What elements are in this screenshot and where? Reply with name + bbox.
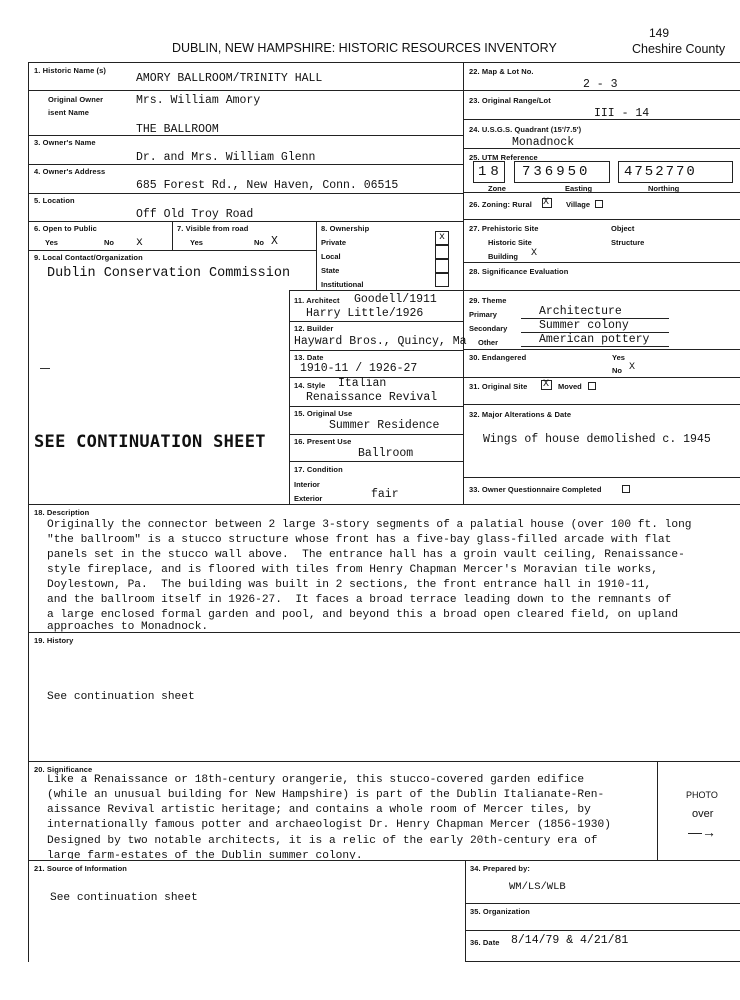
other-label: Other [478, 338, 499, 347]
significance-line-2: (while an unusual building for New Hampshire) is part of the Dublin Italianate-Ren- [47, 789, 605, 801]
range-lot-value: III - 14 [594, 107, 650, 120]
primary-theme-value: Architecture [539, 305, 622, 318]
zoning-rural-checkbox[interactable] [542, 198, 552, 208]
prepared-by-label: 34. Prepared by: [470, 864, 530, 873]
rule-right-10 [463, 404, 740, 405]
building-option: Building [488, 252, 518, 261]
prepared-date-value: 8/14/79 & 4/21/81 [511, 934, 629, 947]
rule-desc-top [28, 504, 740, 505]
ownership-label: 8. Ownership [321, 224, 370, 233]
owner-address-value: 685 Forest Rd., New Haven, Conn. 06515 [136, 179, 399, 192]
other-underline [521, 346, 669, 347]
ownership-state-checkbox[interactable] [435, 259, 449, 273]
location-value: Off Old Troy Road [136, 208, 254, 221]
description-line-1: Originally the connector between 2 large 3-story segments of a palatial house (over 100 ft. long [47, 519, 692, 531]
utm-zone: 18 [478, 164, 503, 180]
ownership-local: Local [321, 252, 341, 261]
organization-label: 35. Organization [470, 907, 530, 916]
history-label: 19. History [34, 636, 74, 645]
range-lot-label: 23. Original Range/Lot [469, 96, 551, 105]
visible-yes: Yes [190, 238, 203, 247]
divider-mid-left [289, 290, 290, 504]
owner-address-label: 4. Owner's Address [34, 167, 106, 176]
owner-name-label: 3. Owner's Name [34, 138, 96, 147]
rule-left-1 [28, 90, 463, 91]
rule-left-7 [289, 290, 463, 291]
utm-northing-box [618, 161, 733, 183]
owner-questionnaire-label: 33. Owner Questionnaire Completed [469, 485, 602, 494]
visible-mark: X [271, 235, 278, 248]
significance-label: 20. Significance [34, 765, 93, 774]
divider-prepared [465, 860, 466, 962]
form-title: DUBLIN, NEW HAMPSHIRE: HISTORIC RESOURCES INVENTORY [172, 41, 557, 55]
builder-label: 12. Builder [294, 324, 334, 333]
description-line-3: panels set in the stucco wall above. The entrance hall has a groin vault ceiling, Renaissance- [47, 549, 685, 561]
location-label: 5. Location [34, 196, 75, 205]
description-line-5: Doylestown, Pa. The building was built in 2 sections, the front entrance hall in 1910-11, [47, 579, 652, 591]
condition-interior: Interior [294, 480, 320, 489]
rule-right-3 [463, 148, 740, 149]
zoning-village-checkbox[interactable] [595, 200, 603, 208]
ownership-institutional: Institutional [321, 280, 364, 289]
photo-over: over [692, 808, 714, 820]
description-line-7: a large enclosed formal garden and pool, and beyond this a broad open cleared field, on upland [47, 609, 679, 621]
rule-prepared-2 [465, 930, 740, 931]
local-contact-value: Dublin Conservation Commission [47, 266, 291, 281]
rule-mid-2 [289, 350, 463, 351]
rule-significance-top [28, 761, 740, 762]
description-line-6: and the ballroom itself in 1926-27. It faces a broad terrace leading down to the remnants of [47, 594, 672, 606]
date-label: 13. Date [294, 353, 324, 362]
rule-right-5 [463, 219, 740, 220]
primary-label: Primary [469, 310, 497, 319]
quadrant-value: Monadnock [512, 136, 575, 149]
col-divider-right [463, 62, 464, 504]
history-value: See continuation sheet [47, 691, 195, 703]
margin-dash [40, 368, 50, 369]
source-value: See continuation sheet [50, 892, 198, 904]
significance-line-6: large farm-estates of the Dublin summer colony. [47, 850, 363, 859]
endangered-mark: X [629, 362, 636, 373]
county: Cheshire County [632, 42, 726, 56]
rule-mid-5 [289, 434, 463, 435]
prehistoric-site-label: 27. Prehistoric Site [469, 224, 539, 233]
historic-site-option: Historic Site [488, 238, 532, 247]
utm-zone-caption: Zone [488, 184, 506, 193]
owner-questionnaire-checkbox[interactable] [622, 485, 630, 493]
utm-easting-box [514, 161, 610, 183]
original-use-value: Summer Residence [329, 419, 440, 432]
utm-northing-caption: Northing [648, 184, 680, 193]
prepared-date-label: 36. Date [470, 938, 500, 947]
frame-left [28, 62, 29, 962]
present-name-label: isent Name [48, 108, 90, 117]
rule-mid-1 [289, 321, 463, 322]
rule-mid-6 [289, 461, 463, 462]
owner-name-value: Dr. and Mrs. William Glenn [136, 151, 316, 164]
zoning-rural-mark: X [543, 197, 550, 208]
zoning-label: 26. Zoning: Rural [469, 200, 532, 209]
description-line-8: approaches to Monadnock. [47, 621, 209, 633]
page-number: 149 [649, 26, 670, 40]
visible-from-road-label: 7. Visible from road [177, 224, 249, 233]
moved-option: Moved [558, 382, 582, 391]
open-to-public-no: No [104, 238, 114, 247]
architect-value-2: Harry Little/1926 [306, 307, 424, 320]
open-to-public-mark: x [136, 236, 143, 249]
architect-label: 11. Architect [294, 296, 340, 305]
significance-line-3: aissance Revival artistic heritage; and contains a whole room of Mercer tiles, by [47, 804, 591, 816]
object-option: Object [611, 224, 635, 233]
utm-label: 25. UTM Reference [469, 153, 538, 162]
rule-prepared-1 [465, 903, 740, 904]
photo-label: PHOTO [686, 790, 718, 800]
significance-line-4: internationally famous potter and archaeologist Dr. Henry Chapman Mercer (1856-1930) [47, 819, 611, 831]
rule-left-3 [28, 164, 463, 165]
rule-right-7 [463, 290, 740, 291]
condition-value: fair [371, 488, 399, 501]
condition-label: 17. Condition [294, 465, 343, 474]
rule-left-4 [28, 193, 463, 194]
local-contact-label: 9. Local Contact/Organization [34, 253, 143, 262]
ownership-local-checkbox[interactable] [435, 245, 449, 259]
original-site-checkbox[interactable] [541, 380, 552, 390]
rule-source-top [28, 860, 740, 861]
original-use-label: 15. Original Use [294, 409, 353, 418]
architect-value-1: Goodell/1911 [354, 293, 437, 306]
rule-right-9 [463, 377, 740, 378]
date-value: 1910-11 / 1926-27 [300, 362, 418, 375]
builder-value: Hayward Bros., Quincy, Ma [294, 335, 467, 348]
structure-option: Structure [611, 238, 645, 247]
original-site-label: 31. Original Site [469, 382, 528, 391]
original-owner-value: Mrs. William Amory [136, 94, 261, 107]
significance-line-1: Like a Renaissance or 18th-century orangerie, this stucco-covered garden edifice [47, 774, 585, 786]
divider-photo [657, 761, 658, 860]
original-site-mark: X [543, 379, 550, 390]
ownership-private-checkbox[interactable]: x [435, 231, 449, 245]
divider-f8 [316, 221, 317, 290]
endangered-no: No [612, 366, 622, 375]
source-label: 21. Source of Information [34, 864, 127, 873]
description-line-2: "the ballroom" is a stucco structure whose front has a five-bay glass-filled arcade with flat [47, 534, 672, 546]
style-value-1: Italian [338, 377, 387, 390]
continuation-sheet-note: SEE CONTINUATION SHEET [34, 432, 266, 452]
rule-right-11 [463, 477, 740, 478]
rule-right-6 [463, 262, 740, 263]
significance-evaluation-label: 28. Significance Evaluation [469, 267, 569, 276]
map-lot-label: 22. Map & Lot No. [469, 67, 534, 76]
rule-left-6 [28, 250, 316, 251]
major-alterations-value: Wings of house demolished c. 1945 [483, 433, 711, 446]
present-use-label: 16. Present Use [294, 437, 352, 446]
moved-checkbox[interactable] [588, 382, 596, 390]
building-mark: X [531, 248, 538, 259]
style-value-2: Renaissance Revival [306, 391, 438, 404]
present-name-value: THE BALLROOM [136, 123, 219, 136]
secondary-theme-value: Summer colony [539, 319, 629, 332]
secondary-label: Secondary [469, 324, 508, 333]
utm-northing: 4752770 [624, 164, 697, 180]
open-to-public-yes: Yes [45, 238, 58, 247]
condition-exterior: Exterior [294, 494, 323, 503]
historic-name-value: AMORY BALLROOM/TRINITY HALL [136, 72, 323, 85]
rule-left-2 [28, 135, 463, 136]
photo-arrow-icon: —→ [688, 824, 716, 840]
ownership-private: Private [321, 238, 347, 247]
original-owner-label: Original Owner [48, 95, 104, 104]
historic-name-label: 1. Historic Name (s) [34, 66, 107, 75]
utm-easting: 736950 [522, 164, 591, 180]
present-use-value: Ballroom [358, 447, 414, 460]
rule-left-5 [28, 221, 463, 222]
open-to-public-label: 6. Open to Public [34, 224, 97, 233]
utm-zone-box [473, 161, 505, 183]
zoning-village: Village [566, 200, 591, 209]
frame-top [28, 62, 740, 63]
quadrant-label: 24. U.S.G.S. Quadrant (15'/7.5') [469, 125, 582, 134]
major-alterations-label: 32. Major Alterations & Date [469, 410, 572, 419]
ownership-institutional-checkbox[interactable] [435, 273, 449, 287]
rule-bottom [465, 961, 740, 962]
prepared-by-value: WM/LS/WLB [509, 881, 566, 893]
other-theme-value: American pottery [539, 333, 650, 346]
map-lot-value: 2 - 3 [583, 78, 618, 91]
utm-easting-caption: Easting [565, 184, 593, 193]
description-label: 18. Description [34, 508, 90, 517]
ownership-state: State [321, 266, 340, 275]
endangered-label: 30. Endangered [469, 353, 527, 362]
theme-label: 29. Theme [469, 296, 507, 305]
rule-right-8 [463, 349, 740, 350]
rule-mid-4 [289, 406, 463, 407]
divider-f6-f7 [172, 221, 173, 250]
description-line-4: style fireplace, and is floored with tiles from Henry Chapman Mercer's Moravian tile works, [47, 564, 658, 576]
significance-line-5: Designed by two notable architects, it is a relic of the early 20th-century era of [47, 835, 598, 847]
endangered-yes: Yes [612, 353, 625, 362]
style-label: 14. Style [294, 381, 326, 390]
visible-no: No [254, 238, 264, 247]
